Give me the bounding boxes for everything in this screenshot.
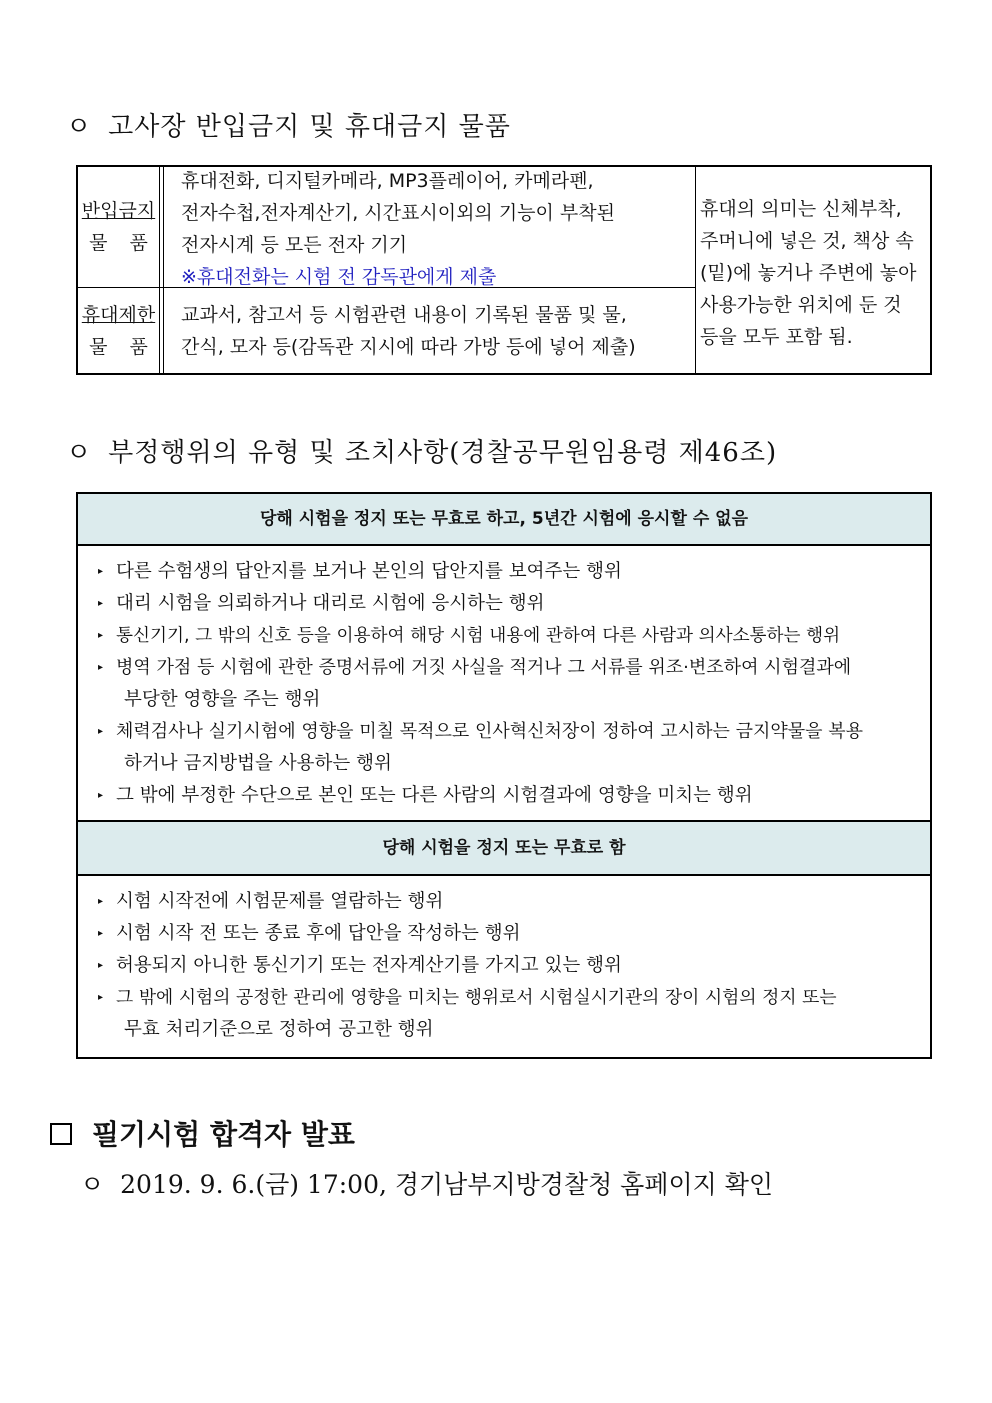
item-text: 그 밖에 시험의 공정한 관리에 영향을 미치는 행위로서 시험실시기관의 장이 시험의 정지 또는 bbox=[116, 987, 837, 1008]
content-line: 전자시계 등 모든 전자 기기 bbox=[181, 234, 408, 256]
item-text: 시험 시작전에 시험문제를 열람하는 행위 bbox=[116, 891, 444, 912]
triangle-bullet-icon: ▸ bbox=[98, 566, 104, 577]
item-text: 시험 시작 전 또는 종료 후에 답안을 작성하는 행위 bbox=[116, 923, 521, 944]
triangle-bullet-icon: ▸ bbox=[98, 896, 104, 907]
item-text-continued: 하거나 금지방법을 사용하는 행위 bbox=[124, 753, 392, 774]
triangle-bullet-icon: ▸ bbox=[98, 630, 104, 641]
announcement-line bbox=[80, 1165, 773, 1201]
banned-items-content bbox=[181, 165, 691, 293]
list-item bbox=[78, 886, 930, 918]
item-text: 통신기기, 그 밖의 신호 등을 이용하여 해당 시험 내용에 관하여 다른 사람과 의사소통하는 행위 bbox=[116, 626, 841, 646]
prohibited-items-table bbox=[76, 165, 932, 375]
carry-definition-note bbox=[700, 193, 932, 353]
group2-list bbox=[78, 886, 930, 1046]
list-item bbox=[78, 950, 930, 982]
triangle-bullet-icon: ▸ bbox=[98, 790, 104, 801]
list-item bbox=[78, 780, 930, 812]
list-item bbox=[78, 982, 930, 1046]
misconduct-table bbox=[76, 492, 932, 1059]
item-text: 허용되지 아니한 통신기기 또는 전자계산기를 가지고 있는 행위 bbox=[116, 955, 622, 976]
phone-submit-note: ※휴대전화는 시험 전 감독관에게 제출 bbox=[181, 266, 497, 288]
list-item bbox=[78, 556, 930, 588]
note-line: 주머니에 넣은 것, 책상 속 bbox=[700, 230, 914, 252]
list-item bbox=[78, 716, 930, 780]
announcement-text: 2019. 9. 6.(금) 17:00, 경기남부지방경찰청 홈페이지 확인 bbox=[120, 1170, 774, 1199]
item-text: 병역 가점 등 시험에 관한 증명서류에 거짓 사실을 적거나 그 서류를 위조·변조하여 시험결과에 bbox=[116, 657, 852, 678]
list-item bbox=[78, 588, 930, 620]
item-text-continued: 무효 처리기준으로 정하여 공고한 행위 bbox=[124, 1019, 434, 1040]
list-item bbox=[78, 918, 930, 950]
group1-list bbox=[78, 556, 930, 812]
triangle-bullet-icon: ▸ bbox=[98, 726, 104, 737]
label-text: 반입금지 bbox=[81, 200, 156, 222]
note-line: (밑)에 놓거나 주변에 놓아 bbox=[700, 262, 917, 284]
content-line: 간식, 모자 등(감독관 지시에 따라 가방 등에 넣어 제출) bbox=[181, 336, 636, 358]
section-title: 부정행위의 유형 및 조치사항(경찰공무원임용령 제46조) bbox=[108, 438, 778, 468]
label-text: 물품 bbox=[89, 336, 170, 358]
content-line: 휴대전화, 디지털카메라, MP3플레이어, 카메라펜, bbox=[181, 170, 594, 192]
label-text: 물품 bbox=[89, 232, 170, 254]
item-text-continued: 부당한 영향을 주는 행위 bbox=[124, 689, 321, 710]
group-header-suspend-void: 당해 시험을 정지 또는 무효로 함 bbox=[78, 820, 930, 876]
triangle-bullet-icon: ▸ bbox=[98, 598, 104, 609]
item-text: 그 밖에 부정한 수단으로 본인 또는 다른 사람의 시험결과에 영향을 미치는 행위 bbox=[116, 785, 753, 806]
triangle-bullet-icon: ▸ bbox=[98, 928, 104, 939]
label-text: 휴대제한 bbox=[81, 304, 156, 326]
triangle-bullet-icon: ▸ bbox=[98, 960, 104, 971]
note-line: 등을 모두 포함 됨. bbox=[700, 326, 853, 348]
divider bbox=[695, 167, 696, 373]
section-heading-prohibited-items bbox=[66, 106, 511, 143]
content-line: 교과서, 참고서 등 시험관련 내용이 기록된 물품 및 물, bbox=[181, 304, 627, 326]
note-line: 휴대의 의미는 신체부착, bbox=[700, 198, 902, 220]
section-title: 고사장 반입금지 및 휴대금지 물품 bbox=[108, 112, 511, 142]
section-heading-misconduct bbox=[66, 432, 777, 469]
circle-bullet-icon: ㅇ bbox=[80, 1170, 105, 1199]
restricted-items-content bbox=[181, 299, 693, 363]
circle-bullet-icon: ㅇ bbox=[66, 112, 93, 142]
group-header-5year-ban: 당해 시험을 정지 또는 무효로 하고, 5년간 시험에 응시할 수 없음 bbox=[78, 494, 930, 546]
triangle-bullet-icon: ▸ bbox=[98, 992, 104, 1003]
item-text: 대리 시험을 의뢰하거나 대리로 시험에 응시하는 행위 bbox=[116, 593, 545, 614]
row-label-restricted bbox=[78, 299, 170, 363]
circle-bullet-icon: ㅇ bbox=[66, 438, 93, 468]
content-line: 전자수첩,전자계산기, 시간표시이외의 기능이 부착된 bbox=[181, 202, 615, 224]
square-bullet-icon bbox=[50, 1123, 72, 1145]
row-label-banned bbox=[78, 195, 170, 259]
section-title: 필기시험 합격자 발표 bbox=[92, 1118, 355, 1151]
item-text: 체력검사나 실기시험에 영향을 미칠 목적으로 인사혁신처장이 정하여 고시하는 금지약물을 복용 bbox=[116, 721, 864, 742]
item-text: 다른 수험생의 답안지를 보거나 본인의 답안지를 보여주는 행위 bbox=[116, 561, 622, 582]
list-item bbox=[78, 652, 930, 716]
triangle-bullet-icon: ▸ bbox=[98, 662, 104, 673]
section-heading-written-exam-results bbox=[50, 1113, 355, 1153]
list-item bbox=[78, 620, 930, 652]
note-line: 사용가능한 위치에 둔 것 bbox=[700, 294, 902, 316]
